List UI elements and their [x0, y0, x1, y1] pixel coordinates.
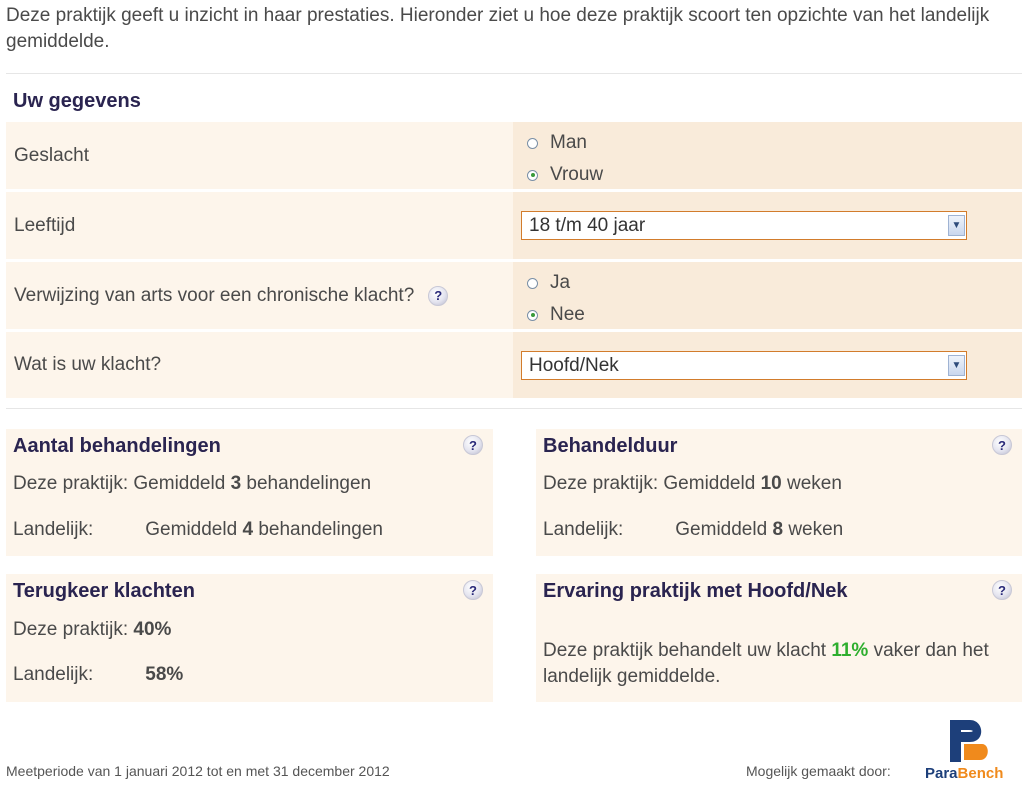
radio-option-nee[interactable]	[527, 304, 585, 326]
complaint-label: Wat is uw klacht?	[6, 332, 513, 398]
help-icon[interactable]: ?	[463, 580, 483, 600]
age-row	[6, 192, 1022, 259]
card-duration-practice	[543, 473, 842, 495]
radio-nee-label: Nee	[550, 304, 585, 325]
card-recurrence	[6, 574, 493, 702]
radio-option-vrouw[interactable]	[527, 164, 603, 186]
intro-text: Deze praktijk geeft u inzicht in haar prestaties. Hieronder ziet u hoe deze praktijk scoort ten opzichte van het landelijk gemiddelde.	[6, 5, 990, 52]
referral-options	[513, 262, 1022, 329]
card-duration	[536, 429, 1022, 556]
complaint-select[interactable]	[521, 351, 967, 380]
referral-label-cell	[6, 262, 513, 329]
practice-label: Deze praktijk:	[13, 473, 129, 494]
card-treatments-title: Aantal behandelingen	[13, 435, 221, 457]
gender-row	[6, 122, 1022, 189]
help-icon[interactable]: ?	[992, 580, 1012, 600]
logo-accent	[964, 744, 988, 760]
practice-pre: Gemiddeld	[663, 473, 756, 494]
divider-top	[6, 73, 1022, 74]
complaint-field-cell	[513, 332, 1022, 398]
radio-ja[interactable]	[527, 278, 538, 289]
practice-label: Deze praktijk:	[543, 473, 659, 494]
complaint-select-value: Hoofd/Nek	[529, 354, 619, 376]
practice-value: 10	[760, 473, 782, 494]
practice-value: 3	[230, 473, 242, 494]
radio-ja-label: Ja	[550, 272, 571, 293]
card-recurrence-practice	[13, 619, 171, 641]
section-title: Uw gegevens	[13, 90, 141, 112]
referral-row	[6, 262, 1022, 329]
practice-label: Deze praktijk:	[13, 619, 129, 640]
made-by-label: Mogelijk gemaakt door:	[746, 763, 891, 779]
help-icon[interactable]: ?	[463, 435, 483, 455]
card-recurrence-national	[13, 664, 183, 686]
measurement-period: Meetperiode van 1 januari 2012 tot en met 31 december 2012	[6, 763, 390, 779]
radio-vrouw[interactable]	[527, 170, 538, 181]
national-label: Landelijk:	[13, 664, 94, 685]
card-experience-text	[543, 638, 1013, 690]
help-icon[interactable]: ?	[428, 286, 448, 306]
national-value: 8	[772, 519, 784, 540]
card-duration-title: Behandelduur	[543, 435, 678, 457]
experience-text-pre: Deze praktijk behandelt uw klacht	[543, 640, 827, 661]
radio-man-label: Man	[550, 132, 587, 153]
radio-option-ja[interactable]	[527, 272, 570, 294]
practice-pre: Gemiddeld	[133, 473, 226, 494]
card-treatments-practice	[13, 473, 371, 495]
age-label: Leeftijd	[6, 192, 513, 259]
parabench-logo[interactable]	[924, 718, 1016, 784]
help-icon[interactable]: ?	[992, 435, 1012, 455]
radio-man[interactable]	[527, 138, 538, 149]
experience-text-post: vaker dan het landelijk gemiddelde.	[543, 640, 989, 687]
card-experience-title: Ervaring praktijk met Hoofd/Nek	[543, 580, 848, 602]
national-pre: Gemiddeld	[145, 519, 238, 540]
gender-options	[513, 122, 1022, 189]
radio-nee[interactable]	[527, 310, 538, 321]
card-recurrence-title: Terugkeer klachten	[13, 580, 195, 602]
logo-text-para: Para	[925, 765, 958, 782]
gender-label: Geslacht	[6, 122, 513, 189]
national-label: Landelijk:	[543, 519, 624, 540]
chevron-down-icon[interactable]: ▼	[948, 215, 965, 236]
national-post: behandelingen	[258, 519, 383, 540]
national-value: 58%	[145, 664, 184, 685]
age-select-value: 18 t/m 40 jaar	[529, 214, 646, 236]
national-value: 4	[242, 519, 254, 540]
practice-post: behandelingen	[246, 473, 372, 494]
referral-label: Verwijzing van arts voor een chronische klacht?	[14, 284, 415, 306]
experience-value: 11%	[831, 640, 869, 661]
practice-post: weken	[786, 473, 842, 494]
card-treatments	[6, 429, 493, 556]
logo-text-bench: Bench	[957, 765, 1004, 782]
divider-middle	[6, 408, 1022, 409]
national-pre: Gemiddeld	[675, 519, 768, 540]
practice-value: 40%	[133, 619, 172, 640]
chevron-down-icon[interactable]: ▼	[948, 355, 965, 376]
complaint-row	[6, 332, 1022, 398]
age-select[interactable]	[521, 211, 967, 240]
national-post: weken	[788, 519, 844, 540]
radio-vrouw-label: Vrouw	[550, 164, 604, 185]
logo-text	[925, 765, 1003, 782]
national-label: Landelijk:	[13, 519, 94, 540]
card-experience	[536, 574, 1022, 702]
age-field-cell	[513, 192, 1022, 259]
card-duration-national	[543, 519, 843, 541]
card-treatments-national	[13, 519, 383, 541]
radio-option-man[interactable]	[527, 132, 587, 154]
